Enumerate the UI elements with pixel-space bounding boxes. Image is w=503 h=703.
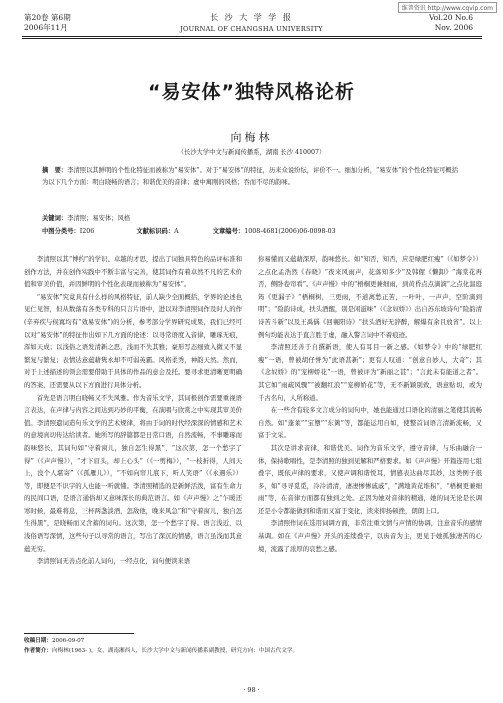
article-no-value: 1008-4681(2006)06-0098-03 <box>244 228 336 235</box>
abstract-text: 李清照以其鲜明的个性化特征而被称为“易安体”。对于“易安体”的特征，历来众说纷纭，评价不一。细加分析，“易安体”的个性化特征可概括为以下几个方面：明白晓畅的语言；和谐优美的音律；虚中寓刚的风格；吞而不尽的韵味。 <box>42 167 459 187</box>
date-en: Nov. 2006 <box>434 23 473 32</box>
volume-cn: 第20卷 第6期 <box>24 13 71 22</box>
header-center <box>0 13 503 23</box>
volume-en: Vol.20 No.6 <box>428 13 473 22</box>
body-column-right <box>258 253 482 555</box>
header-right <box>429 13 473 33</box>
header-rule-thin <box>22 38 482 39</box>
body-paragraph: 首先是语言明白晓畅又不失风雅。作为音乐文学，其词极创作需要重视语言表达，在声律与内容之间达到巧妙的平衡，在演唱与欣赏之中实现其审美价值。李清照遣词造句乐文学的艺术规律，将由于词的时代经深深的情感和艺术的意境真切传达给读者。她所写的辞篇都是日常口语，自然流畅，不事雕琢而韵味悠长，其词句如“守着窗儿，独自怎生得黑”，“这次第，怎一个愁字了得”（《声声慢》），“才下眉头，却上心头”（《一剪梅》），“一枝折得，人间天上，没个人堪寄”（《孤雁儿》），“不如向帘儿底下，听人笑语”（《永遇乐》）等，即便是不识字的人也能一听就懂。李清照精选的是新鲜活泼，富有生命力的民间口语，是语言通俗却又意味深长的典范语言。如《声声慢》之“乍暖还寒时候，最难将息，三杯两盏淡酒，怎敌他，晚来风急”和“守着窗儿，独自怎生得黑”，是晓畅而又含蓄的词句。这次第，怎一个愁字了得。语言浅近，以浅俗语写深情，这些句子以寻常的语言，写出了深沉的情感，语言虽浅而其意蕴无穷。 <box>24 393 242 553</box>
author-bio-label: 作者简介： <box>24 648 52 654</box>
author-bio: 向梅林(1963- )，女，湖南湘西人，长沙大学中文与新闻传播系副教授，研究方向：中国古代文学。 <box>51 648 299 654</box>
header-rule-thick <box>22 36 482 37</box>
clc-label: 中图分类号： <box>42 228 80 235</box>
body-paragraph: 李清照还善于自撰新语，使人有耳目一新之感。《如梦令》中的“绿肥红瘦”一语，曾被胡仔誉为“此语甚新”；更有人叹道：“创意自妙人，大奇”；其《念奴娇》的“宠柳娇花”一语，曾被评为“新丽之甚”；“言此未有能道之者”。其它如“雨疏风骤”“被翻红浪”“宠柳娇花”等，无不新颖别致，语意贴切，或为千古名句，人所称道。 <box>258 343 482 402</box>
keywords-label: 关键词： <box>42 215 68 222</box>
article-affiliation: （长沙大学中文与新闻传播系，湖南 长沙 410007） <box>177 149 326 156</box>
clc-value: I206 <box>79 228 95 235</box>
body-paragraph: 你易懂而又蕴藉深厚，韵味悠长。如“知否，知否，应是绿肥红瘦”（《如梦令》）之点化孟浩然《春晓》“夜来风雨声，花落知多少”及韩偓《懒卸》“海棠花再否，侧卧卷帘看”。《声声慢》中的“梧桐更兼细雨，到黄昏点点滴滴”之点化温庭筠《更漏子》“梧桐树，三更雨，不道离愁正苦，一叶叶，一声声，空阶滴到明”；“险韵诗成，扶头酒醒，别是闲滋味”（《念奴娇》）出自苏东坡诗句“险韵清诗苦斗新”以及王禹偁《回襄阳诗》“扶头酒好无辞醉，解爆有余且放省”。以上例句均能表达于直言胜于虚，融入警言词中不着痕迹。 <box>258 255 482 339</box>
body-paragraph: 其次是讲求音律，和谐优美。词作为音乐文学，遵守音律，与乐曲融合一体，保持歌唱性，是李清照的独到见解和严格要求。如《声声慢》开篇连用七组叠字，既依声律的要求，又使声调和谐悦耳，情感表达曲尽其妙，这类例子很多，如“寻寻觅觅，冷冷清清，凄凄惨惨戚戚”，“满地黄花堆积”，“梧桐更兼细雨”等，在音律方面都有独到之处。正因为她对音律的精通，她的词无论是长调还是小令都能做到和谐而又富于变化，读来抑扬顿挫，朗朗上口。 <box>258 443 482 515</box>
body-paragraph: 李清照作词在选用词调方面，非常注重文情与声情的协调，注意音乐的感情基调。如在《声声慢》开头的连续叠字，以齿音为主，更见于她孤独凄苦的心境，流露了浓厚的哀愁之感。 <box>258 519 482 553</box>
received-label: 收稿日期： <box>24 638 52 644</box>
journal-cn: 长 沙 大 学 学 报 <box>210 13 293 22</box>
footnote-received <box>24 637 484 646</box>
article-author: 向梅林 <box>230 131 273 144</box>
body-paragraph: “易安体”究竟具有什么样的风格特征，前人缺少全面概括，学界的论述也见仁见智，但从数落有各类专科的只言片语中，进以对李清照词作及时人的作(辛弃疾与侯寘均有“效易安体”)的分析，参考部分学界研究成果，我们已经可以对“易安体”的特征作出如下几方面的论述：以寻常语度入音律，雕琢无痕，浑如天成；以浅俗之语发清新之思，浅而不失其雅；豪形写态细致入微又不显繁复与繁复；表情达意蕴藉隽永却不可弱英霸。风格柔秀，神韵天然。然而，对于上述描述的领会需要借助于具体的作品的意会及托。要寻求更清晰更明确的答案，还需要从以下方面进行具体分析。 <box>24 292 242 389</box>
body-paragraph: 在一些含有较多文言成分的词句中，她也能通过口语化的清丽之笔使其流畅自然。如“蓬莱”“宝簟”“东篱”等，都能运用自如，使整首词语言清新流畅，又富于文采。 <box>258 406 482 440</box>
article-title: “易安体”独特风格论析 <box>148 81 355 103</box>
doc-code-value: A <box>174 228 179 235</box>
body-paragraph: 李清照词无善点化前人词句，一经点化，词句便读来语 <box>36 557 191 566</box>
footnote-author <box>24 647 484 656</box>
watermark-stamp: 维普资讯 http://www.cqvip.com <box>398 2 497 13</box>
journal-en: JOURNAL OF CHANGSHA UNIVERSITY <box>180 25 323 33</box>
body-column-left <box>24 253 242 568</box>
classification-line <box>42 227 462 237</box>
footnote-rule <box>24 633 134 634</box>
date-cn: 2006年11月 <box>24 23 68 32</box>
article-no-label: 文章编号： <box>212 228 245 235</box>
body-paragraph: 李清照以其“博约”的学识、卓越的才思，提出了词独具特色的品评标准和创作方法，并在创作实践中不断丰富与完善，使其词作有着卓然不凡的艺术价值和审美价值，并因鲜明的个性化表现而被称为“易安体”。 <box>24 255 242 289</box>
abstract <box>42 165 462 190</box>
keywords-line <box>42 214 462 224</box>
doc-code-label: 文献标识码： <box>136 228 175 235</box>
abstract-label: 摘 要： <box>42 167 68 174</box>
keywords: 李清照；易安体；风格 <box>67 215 131 222</box>
received-date: 2006-09-07 <box>51 638 85 644</box>
page-number: · 98 · <box>243 686 260 694</box>
